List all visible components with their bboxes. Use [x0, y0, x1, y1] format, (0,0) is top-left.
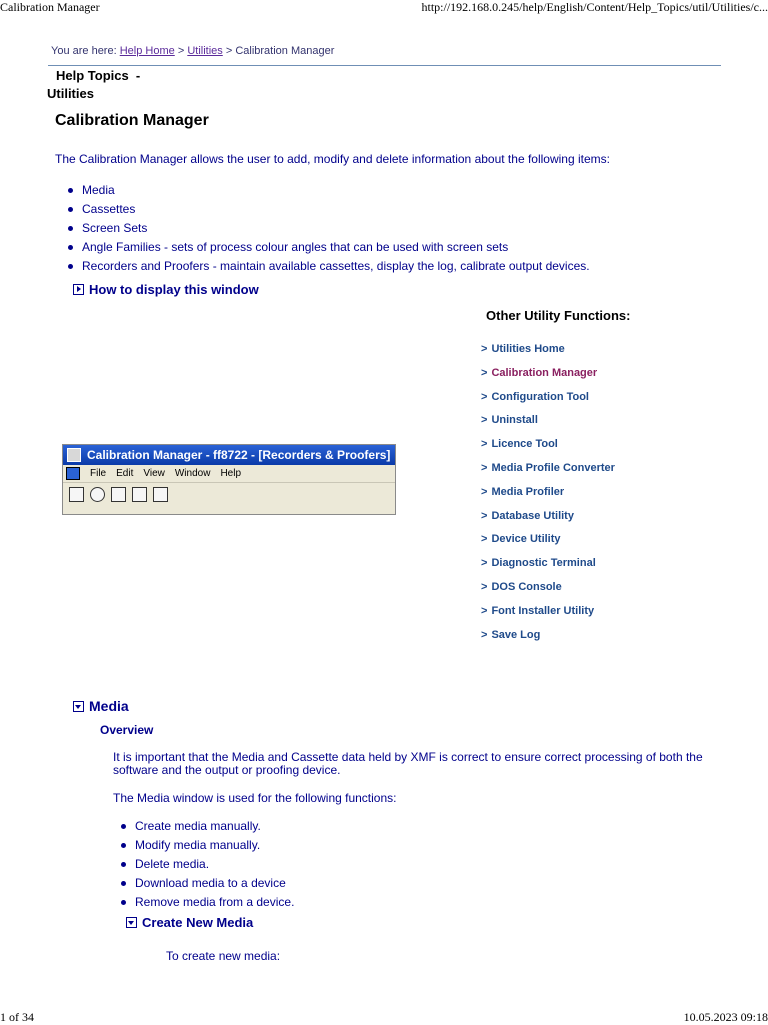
- window-menu-bar: [63, 465, 395, 483]
- menu-file: File: [90, 468, 107, 479]
- breadcrumb-separator: >: [177, 45, 185, 57]
- list-item: Download media to a device: [121, 876, 294, 895]
- create-new-media-text: To create new media:: [166, 949, 281, 963]
- link-label: Font Installer Utility: [491, 604, 595, 617]
- utility-link-configuration-tool[interactable]: [481, 391, 615, 415]
- link-marker: >: [481, 557, 488, 570]
- link-marker: >: [481, 580, 488, 593]
- utility-link-media-profiler[interactable]: [481, 486, 615, 510]
- link-marker: >: [481, 604, 488, 617]
- breadcrumb-utilities-link[interactable]: Utilities: [187, 45, 223, 57]
- breadcrumb-current: Calibration Manager: [235, 45, 335, 57]
- utility-link-media-profile-converter[interactable]: [481, 462, 615, 486]
- collapse-icon: [126, 917, 137, 928]
- breadcrumb-separator: >: [225, 45, 233, 57]
- menu-view: View: [143, 468, 165, 479]
- other-utilities-heading: Other Utility Functions:: [486, 308, 631, 323]
- toolbar-log-icon: [153, 487, 168, 502]
- list-item: Cassettes: [68, 202, 590, 221]
- overview-heading: Overview: [100, 723, 154, 737]
- list-item: Delete media.: [121, 857, 294, 876]
- header-divider: [48, 65, 721, 66]
- intro-item-list: [68, 183, 590, 278]
- utility-link-licence-tool[interactable]: [481, 438, 615, 462]
- link-marker: >: [481, 343, 488, 355]
- utility-link-save-log[interactable]: [481, 629, 615, 653]
- intro-text: The Calibration Manager allows the user to add, modify and delete information about the following items:: [55, 152, 610, 166]
- utility-link-font-installer-utility[interactable]: [481, 605, 615, 629]
- app-icon: [67, 448, 81, 462]
- link-marker: >: [481, 414, 488, 427]
- help-topics-section: Utilities: [47, 86, 94, 101]
- overview-text: It is important that the Media and Cassette data held by XMF is correct to ensure correct processing of both the software and the output or proofing device.: [113, 750, 703, 777]
- link-marker: >: [481, 628, 488, 641]
- link-label: Diagnostic Terminal: [491, 557, 596, 570]
- window-title: Calibration Manager - ff8722 - [Recorders & Proofers]: [87, 448, 391, 462]
- toolbar-grid-icon: [111, 487, 126, 502]
- breadcrumb-prefix: You are here:: [51, 45, 117, 57]
- link-label: Calibration Manager: [491, 366, 598, 379]
- list-item: Create media manually.: [121, 819, 294, 838]
- create-new-media-heading: Create New Media: [142, 915, 254, 930]
- list-item: Screen Sets: [68, 221, 590, 240]
- document-icon: [66, 467, 80, 480]
- link-label: DOS Console: [491, 580, 562, 593]
- link-marker: >: [481, 533, 488, 546]
- expand-icon: [73, 284, 84, 295]
- link-label: Uninstall: [491, 414, 538, 427]
- media-section-toggle[interactable]: [73, 698, 129, 714]
- link-marker: >: [481, 509, 488, 522]
- other-utilities-list: [481, 343, 615, 652]
- window-screenshot: [62, 444, 396, 515]
- utility-link-uninstall[interactable]: [481, 414, 615, 438]
- toolbar-device-icon: [69, 487, 84, 502]
- link-label: Save Log: [491, 628, 541, 641]
- utility-link-database-utility[interactable]: [481, 510, 615, 534]
- link-label: Database Utility: [491, 509, 574, 522]
- toolbar-target-icon: [90, 487, 105, 502]
- toolbar-cross-icon: [132, 487, 147, 502]
- media-functions-intro: The Media window is used for the following functions:: [113, 791, 397, 805]
- link-marker: >: [481, 485, 488, 498]
- collapse-icon: [73, 701, 84, 712]
- menu-edit: Edit: [116, 468, 134, 479]
- link-label: Media Profile Converter: [491, 461, 615, 474]
- link-marker: >: [481, 366, 488, 379]
- window-toolbar: [63, 483, 395, 505]
- link-label: Licence Tool: [491, 438, 558, 451]
- link-marker: >: [481, 390, 488, 403]
- media-function-list: [121, 819, 294, 914]
- link-label: Device Utility: [491, 533, 561, 546]
- utility-link-device-utility[interactable]: [481, 533, 615, 557]
- menu-window: Window: [174, 468, 211, 479]
- utility-link-utilities-home[interactable]: [481, 343, 615, 367]
- list-item: Angle Families - sets of process colour angles that can be used with screen sets: [68, 240, 590, 259]
- link-marker: >: [481, 438, 488, 451]
- help-topics-label: Help Topics -: [56, 68, 141, 83]
- link-label: Utilities Home: [491, 343, 565, 355]
- list-item: Remove media from a device.: [121, 895, 294, 914]
- how-to-display-toggle[interactable]: [73, 282, 259, 297]
- utility-link-diagnostic-terminal[interactable]: [481, 557, 615, 581]
- window-title-bar: [63, 445, 395, 465]
- breadcrumb-home-link[interactable]: Help Home: [119, 45, 175, 57]
- link-label: Configuration Tool: [491, 390, 589, 403]
- utility-link-dos-console[interactable]: [481, 581, 615, 605]
- menu-help: Help: [220, 468, 242, 479]
- list-item: Media: [68, 183, 590, 202]
- media-heading: Media: [89, 698, 129, 714]
- utility-link-calibration-manager[interactable]: [481, 367, 615, 391]
- page-title: Calibration Manager: [55, 112, 209, 129]
- how-to-display-label: How to display this window: [89, 282, 259, 297]
- create-new-media-toggle[interactable]: [126, 915, 253, 930]
- print-page-count: 1 of 34: [0, 1010, 34, 1024]
- breadcrumb: [51, 45, 334, 57]
- print-datetime: 10.05.2023 09:18: [683, 1010, 768, 1024]
- link-label: Media Profiler: [491, 485, 565, 498]
- list-item: Recorders and Proofers - maintain available cassettes, display the log, calibrate output devices.: [68, 259, 590, 278]
- print-page-title: Calibration Manager: [0, 0, 100, 14]
- list-item: Modify media manually.: [121, 838, 294, 857]
- link-marker: >: [481, 461, 488, 474]
- print-url: http://192.168.0.245/help/English/Content/Help_Topics/util/Utilities/c...: [421, 0, 768, 14]
